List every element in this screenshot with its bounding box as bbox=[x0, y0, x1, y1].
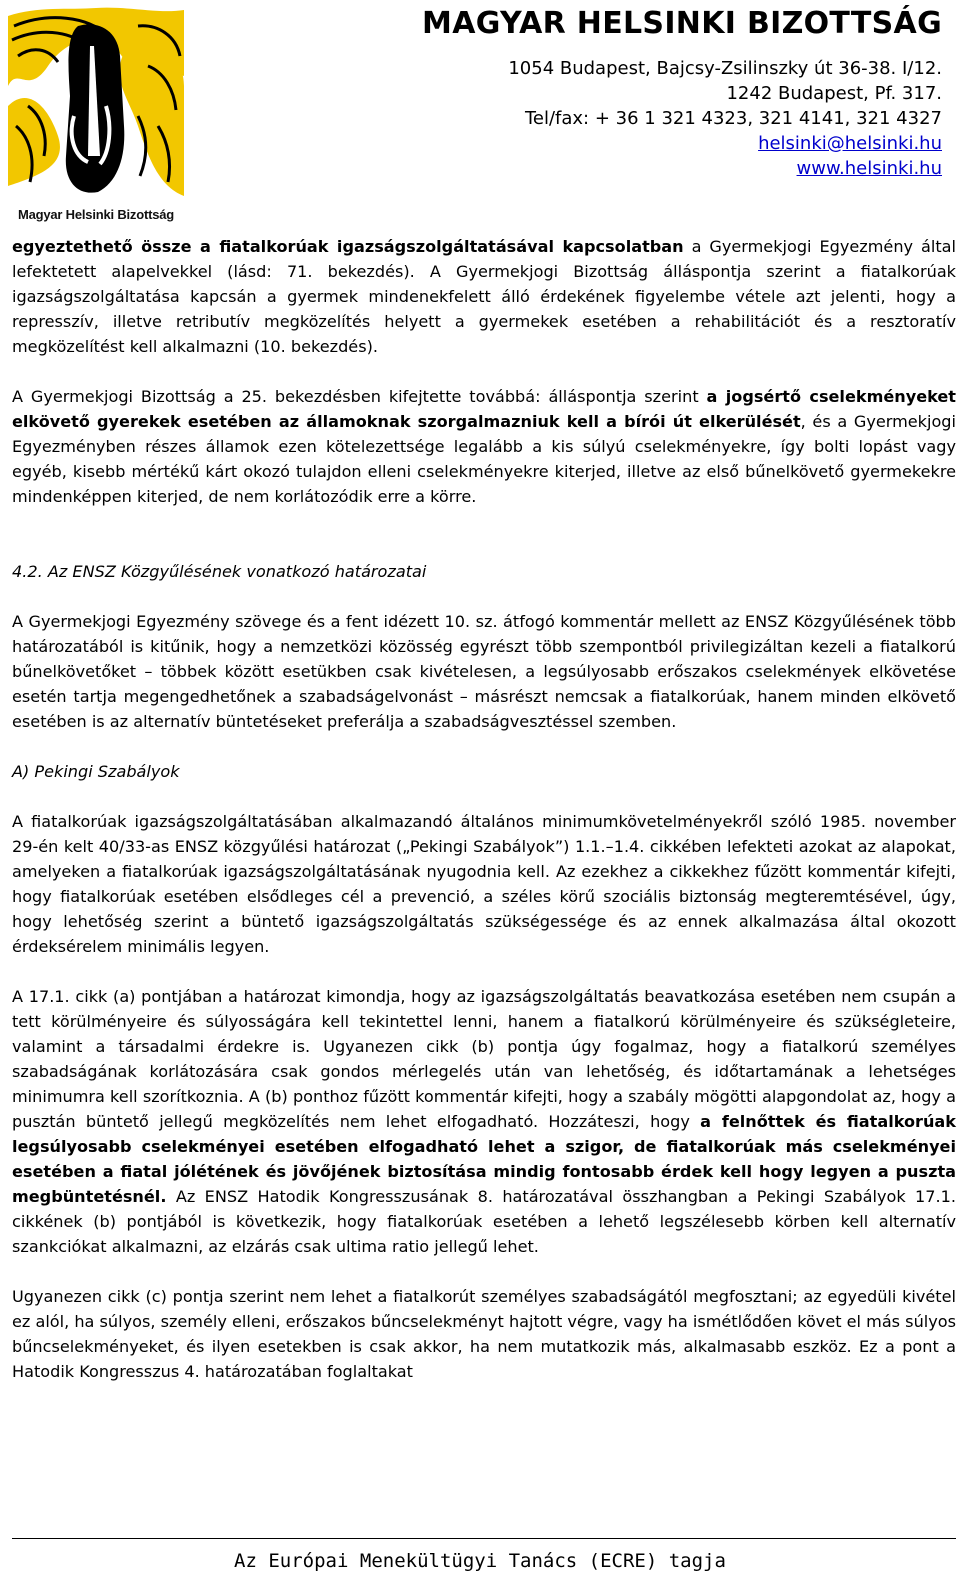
logo-caption: Magyar Helsinki Bizottság bbox=[17, 207, 175, 222]
paragraph-1-text: a Gyermekjogi Egyezmény által lefektetett alapelvekkel (lásd: 71. bekezdés). A Gyermekjogi Bizottság álláspontja szerint a fiatalkorúak igazságszolgáltatása kapcsán a gyermek mindenekfelett álló érdekének figyelembe vétele azt jelenti, hogy a represszív, illetve retributív megközelítés helyett a gyermekek esetében a rehabilitációt és a resztoratív megközelítést kell alkalmazni (10. bekezdés). bbox=[12, 237, 956, 356]
organization-logo bbox=[8, 6, 184, 222]
paragraph-1-bold: egyeztethető össze a fiatalkorúak igazságszolgáltatásával kapcsolatban bbox=[12, 237, 684, 256]
paragraph-5-text-1: A 17.1. cikk (a) pontjában a határozat kimondja, hogy az igazságszolgáltatás beavatkozása esetében nem csupán a tett körülményeire és súlyosságára kell tekintettel lenni, hanem a fiatalkorú körülményeire és szükségleteire, valamint a társadalmi érdekre is. Ugyanezen cikk (b) pontja úgy fogalmaz, hogy a fiatalkorú személyes szabadságának korlátozására csak gondos mérlegelés után van lehetőség, és időtartamának a lehetséges minimumra kell szorítkoznia. A (b) ponthoz fűzött kommentár kifejti, hogy a szabály mögötti alapgondolat az, hogy a pusztán büntető jellegű megközelítés nem lehet elfogadható. Hozzáteszi, hogy bbox=[12, 987, 956, 1131]
footer-text: Az Európai Menekültügyi Tanács (ECRE) tagja bbox=[234, 1550, 726, 1572]
paragraph-2-text-2: , és a Gyermekjogi Egyezményben részes államok ezen kötelezettsége legalább a kis súlyú cselekményekre, így bolti lopást vagy egyéb, kisebb mértékű kárt okozó tulajdon elleni cselekményekre kiterjed, illetve az első bűnelkövető gyermekekre mindenképpen kiterjed, de nem korlátozódik erre a körre. bbox=[12, 412, 956, 506]
paragraph-5-bold: a felnőttek és fiatalkorúak legsúlyosabb cselekményei esetében elfogadható lehet a szigor, de fiatalkorúak más cselekményei esetében a fiatal jólétének és jövőjének biztosítása mindig fontosabb érdek kell hogy legyen a puszta megbüntetésnél. bbox=[12, 1112, 956, 1206]
paragraph-4: A fiatalkorúak igazságszolgáltatásában alkalmazandó általános minimumkövetelményekről szóló 1985. november 29-én kelt 40/33-as ENSZ közgyűlési határozat („Pekingi Szabályok”) 1.1.–1.4. cikkében lefekteti azokat az alapokat, amelyeken a fiatalkorúak igazságszolgáltatásának nyugodnia kell. Az ezekhez a cikkekhez fűzött kommentár kifejti, hogy fiatalkorúak esetében elsődleges cél a prevenció, a széles körű szociális biztonság megteremtésével, úgy, hogy lehetőség szerint a büntető igazságszolgáltatás szükségessége és az ennek alkalmazása által okozott érdeksérelem minimális legyen. bbox=[12, 812, 956, 956]
paragraph-5-text-2: Az ENSZ Hatodik Kongresszusának 8. határozatával összhangban a Pekingi Szabályok 17.1. cikkének (b) pontjából is következik, hogy fiatalkorúak esetében a lehető legszélesebb körben kell alternatív szankciókat alkalmazni, az elzárás csak ultima ratio jellegű lehet. bbox=[12, 1187, 956, 1256]
paragraph-1 bbox=[12, 234, 956, 359]
organization-name: MAGYAR HELSINKI BIZOTTSÁG bbox=[422, 6, 942, 41]
paragraph-6: Ugyanezen cikk (c) pontja szerint nem lehet a fiatalkorút személyes szabadságától megfosztani; az egyedüli kivétel ez alól, ha súlyos, személy elleni, erőszakos bűncselekményt hajtott végre, vagy ha ismétlődően követ el más súlyos bűncselekményeket, és ilyen esetekben is csak akkor, ha nem mutatkozik más, alkalmasabb eszköz. Ez a pont a Hatodik Kongresszus 4. határozatában foglaltakat bbox=[12, 1287, 956, 1381]
paragraph-3: A Gyermekjogi Egyezmény szövege és a fent idézett 10. sz. átfogó kommentár mellett az ENSZ Közgyűlésének több határozatából is kitűnik, hogy a nemzetközi közösség egyrészt több szempontból privilegizáltan kezeli a fiatalkorú bűnelkövetőket – többek között esetükben csak kivételesen, a legsúlyosabb erőszakos cselekmények elkövetése esetén tartja megengedhetőnek a szabadságelvonást – másrészt nemcsak a fiatalkorúak, hanem minden elkövető esetében is az alternatív büntetéseket preferálja a szabadságvesztéssel szemben. bbox=[12, 612, 956, 731]
section-heading: 4.2. Az ENSZ Közgyűlésének vonatkozó határozatai bbox=[12, 562, 427, 581]
address-line-1: 1054 Budapest, Bajcsy-Zsilinszky út 36-38. I/12. bbox=[508, 58, 942, 79]
paragraph-2 bbox=[12, 384, 956, 509]
organization-header bbox=[422, 4, 942, 181]
email-link[interactable]: helsinki@helsinki.hu bbox=[758, 133, 942, 154]
footer-divider bbox=[12, 1538, 956, 1539]
phone-line: Tel/fax: + 36 1 321 4323, 321 4141, 321 4327 bbox=[524, 108, 942, 129]
document-body bbox=[12, 234, 956, 1384]
paragraph-2-text-1: A Gyermekjogi Bizottság a 25. bekezdésben kifejtette továbbá: álláspontja szerint bbox=[12, 387, 707, 406]
logo-artwork-icon bbox=[8, 6, 184, 200]
address-line-2: 1242 Budapest, Pf. 317. bbox=[726, 83, 942, 104]
paragraph-5 bbox=[12, 984, 956, 1259]
paragraph-2-bold: a jogsértő cselekményeket elkövető gyerekek esetében az államoknak szorgalmazniuk kell a bírói út elkerülését bbox=[12, 387, 956, 431]
subsection-heading: A) Pekingi Szabályok bbox=[12, 762, 180, 781]
website-link[interactable]: www.helsinki.hu bbox=[796, 158, 942, 179]
